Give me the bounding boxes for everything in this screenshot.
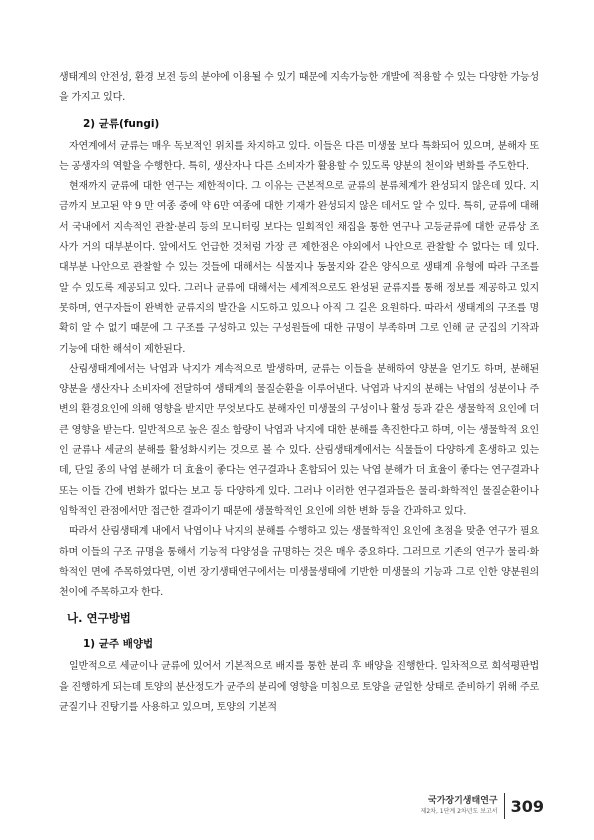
footer-text bbox=[421, 795, 498, 817]
document-body bbox=[59, 68, 539, 718]
fungi-paragraph-2: 현재까지 균류에 대한 연구는 제한적이다. 그 이유는 근본적으로 균류의 분류체계가 완성되지 않은데 있다. 지금까지 보고된 약 9 만 여종 중에 약 6만 여종에 대한 기재가 완성되지 않은 데서도 알 수 있다. 특히, 균류에 대해서 국내에서 지속적인 관찰·분리 등의 모니터링 보다는 일회적인 채집을 통한 연구나 고등균류에 대한 균류상 조사가 거의 대부분이다. 앞에서도 언급한 것처럼 가장 큰 제한점은 야외에서 나안으로 관찰할 수 없다는 데 있다. 대부분 나안으로 관찰할 수 있는 것들에 대해서는 식물지나 동물지와 같은 양식으로 생태계 유형에 따라 구조를 알 수 있도록 제공되고 있다. 그러나 균류에 대해서는 세계적으로도 완성된 균류지를 통해 정보를 제공하고 있지 못하며, 연구자들이 완벽한 균류지의 발간을 시도하고 있으나 아직 그 길은 요원하다. 따라서 생태계의 구조를 명확히 알 수 없기 때문에 그 구조를 구성하고 있는 구성원들에 대한 규명이 부족하며 그로 인해 균 군집의 기작과 기능에 대한 해석이 제한된다. bbox=[59, 181, 539, 355]
intro-paragraph: 생태계의 안전성, 환경 보전 등의 분야에 이용될 수 있기 때문에 지속가능한 개발에 적용할 수 있는 다양한 가능성을 가지고 있다. bbox=[59, 72, 539, 104]
methods-paragraph-1: 일반적으로 세균이나 균류에 있어서 기본적으로 배지를 통한 분리 후 배양을 진행한다. 일차적으로 희석평판법을 진행하게 되는데 토양의 분산정도가 균주의 분리에 영향을 미침으로 토양을 균일한 상태로 준비하기 위해 주로 균질기나 진탕기를 사용하고 있으며, 토양의 기본적 bbox=[59, 661, 539, 714]
section-heading-fungi: 2) 균류(fungi) bbox=[83, 117, 160, 130]
fungi-paragraph-3: 산림생태계에서는 낙엽과 낙지가 계속적으로 발생하며, 균류는 이들을 분해하여 양분을 얻기도 하며, 분해된 양분을 생산자나 소비자에 전달하여 생태계의 물질순환을 이루어낸다. 낙엽과 낙지의 분해는 낙엽의 성분이나 주변의 환경요인에 의해 영향을 받지만 무엇보다도 분해자인 미생물의 구성이나 활성 등과 같은 생물학적 요인에 더 큰 영향을 받는다. 일반적으로 높은 질소 함량이 낙엽과 낙지에 대한 분해를 촉진한다고 하며, 이는 생물학적 요인인 균류나 세균의 분해를 활성화시키는 것으로 볼 수 있다. 산림생태계에서는 식물들이 다양하게 혼생하고 있는데, 단일 종의 낙엽 분해가 더 효율이 좋다는 연구결과나 혼합되어 있는 낙엽 분해가 더 효율이 좋다는 연구결과나 또는 이들 간에 변화가 없다는 보고 등 다양하게 있다. 그러나 이러한 연구결과들은 물리·화학적인 물질순환이나 임학적인 관점에서만 접근한 결과이기 때문에 생물학적인 요인에 의한 변화 등을 간과하고 있다. bbox=[59, 363, 539, 517]
fungi-paragraph-1: 자연계에서 균류는 매우 독보적인 위치를 차지하고 있다. 이들은 다른 미생물 보다 특화되어 있으며, 분해자 또는 공생자의 역할을 수행한다. 특히, 생산자나 다른 소비자가 활용할 수 있도록 양분의 천이와 변화를 주도한다. bbox=[59, 140, 539, 172]
subsection-heading-culture: 1) 균주 배양법 bbox=[83, 638, 154, 651]
fungi-paragraph-4: 따라서 산림생태계 내에서 낙엽이나 낙지의 분해를 수행하고 있는 생물학적인 요인에 초점을 맞춘 연구가 필요하며 이들의 구조 규명을 통해서 기능적 다양성을 규명하는 것은 매우 중요하다. 그러므로 기존의 연구가 물리·화학적인 면에 주목하였다면, 이번 장기생태연구에서는 미생물생태에 기반한 미생물의 기능과 그로 인한 양분원의 천이에 주목하고자 한다. bbox=[59, 526, 539, 599]
page-number: 309 bbox=[510, 796, 544, 816]
footer-subtitle: 제2차, 1단계 2차년도 보고서 bbox=[420, 808, 498, 815]
footer-divider bbox=[504, 793, 505, 819]
section-heading-methods: 나. 연구방법 bbox=[67, 611, 131, 626]
footer-title: 국가장기생태연구 bbox=[428, 796, 498, 806]
page-footer bbox=[421, 789, 544, 823]
